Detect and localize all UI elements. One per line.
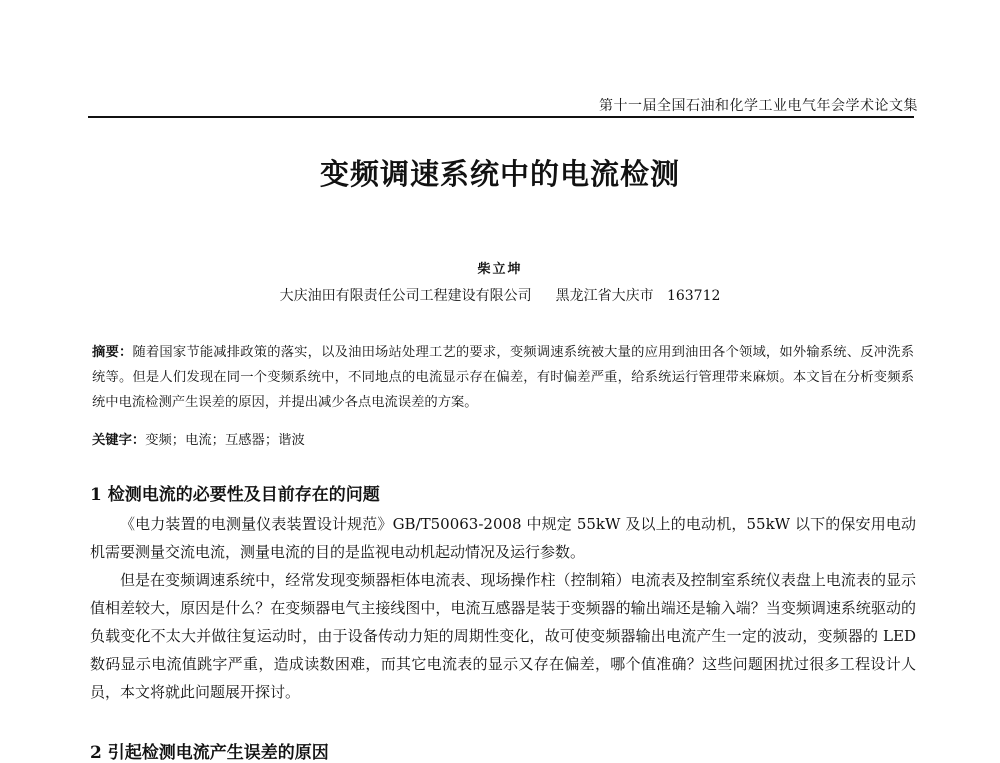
abstract-text: 随着国家节能减排政策的落实，以及油田场站处理工艺的要求，变频调速系统被大量的应用到油田各个领域，如外输系统、反冲洗系统等。但是人们发现在同一个变频系统中，不同地点的电流显示存在偏差，有时偏差严重，给系统运行管理带来麻烦。本文旨在分析变频系统中电流检测产生误差的原因，并提出减少各点电流误差的方案。 — [92, 345, 915, 410]
keywords-text: 变频；电流；互感器；谐波 — [145, 433, 305, 448]
body-paragraph: 《电力装置的电测量仪表装置设计规范》GB/T50063-2008 中规定 55kW 及以上的电动机，55kW 以下的保安用电动机需要测量交流电流，测量电流的目的是监视电动机起动情况及运行参数。 — [90, 515, 916, 561]
affiliation-org: 大庆油田有限责任公司工程建设有限公司 — [279, 288, 532, 304]
keywords-label: 关键字： — [92, 433, 146, 448]
author-name: 柴立坤 — [477, 262, 523, 277]
abstract — [92, 340, 914, 415]
running-header: 第十一届全国石油和化学工业电气年会学术论文集 — [599, 98, 918, 114]
body-paragraph: 但是在变频调速系统中，经常发现变频器柜体电流表、现场操作柱（控制箱）电流表及控制室系统仪表盘上电流表的显示值相差较大，原因是什么？在变频器电气主接线图中，电流互感器是装于变频器的输出端还是输入端？当变频调速系统驱动的负载变化不太大并做往复运动时，由于设备传动力矩的周期性变化，故可使变频器输出电流产生一定的波动，变频器的 LED 数码显示电流值跳字严重，造成读数困难，而其它电流表的显示又存在偏差，哪个值准确？这些问题困扰过很多工程设计人员，本文将就此问题展开探讨。 — [90, 571, 916, 701]
affiliation-postcode: 163712 — [666, 288, 721, 304]
header-rule — [88, 116, 914, 118]
abstract-label: 摘要： — [92, 345, 133, 360]
affiliation-location: 黑龙江省大庆市 — [555, 288, 654, 304]
affiliation — [0, 285, 1000, 305]
paper-title: 变频调速系统中的电流检测 — [319, 157, 680, 191]
section-heading: 1 检测电流的必要性及目前存在的问题 — [90, 485, 380, 505]
section-heading: 2 引起检测电流产生误差的原因 — [90, 743, 329, 763]
keywords — [92, 429, 305, 448]
